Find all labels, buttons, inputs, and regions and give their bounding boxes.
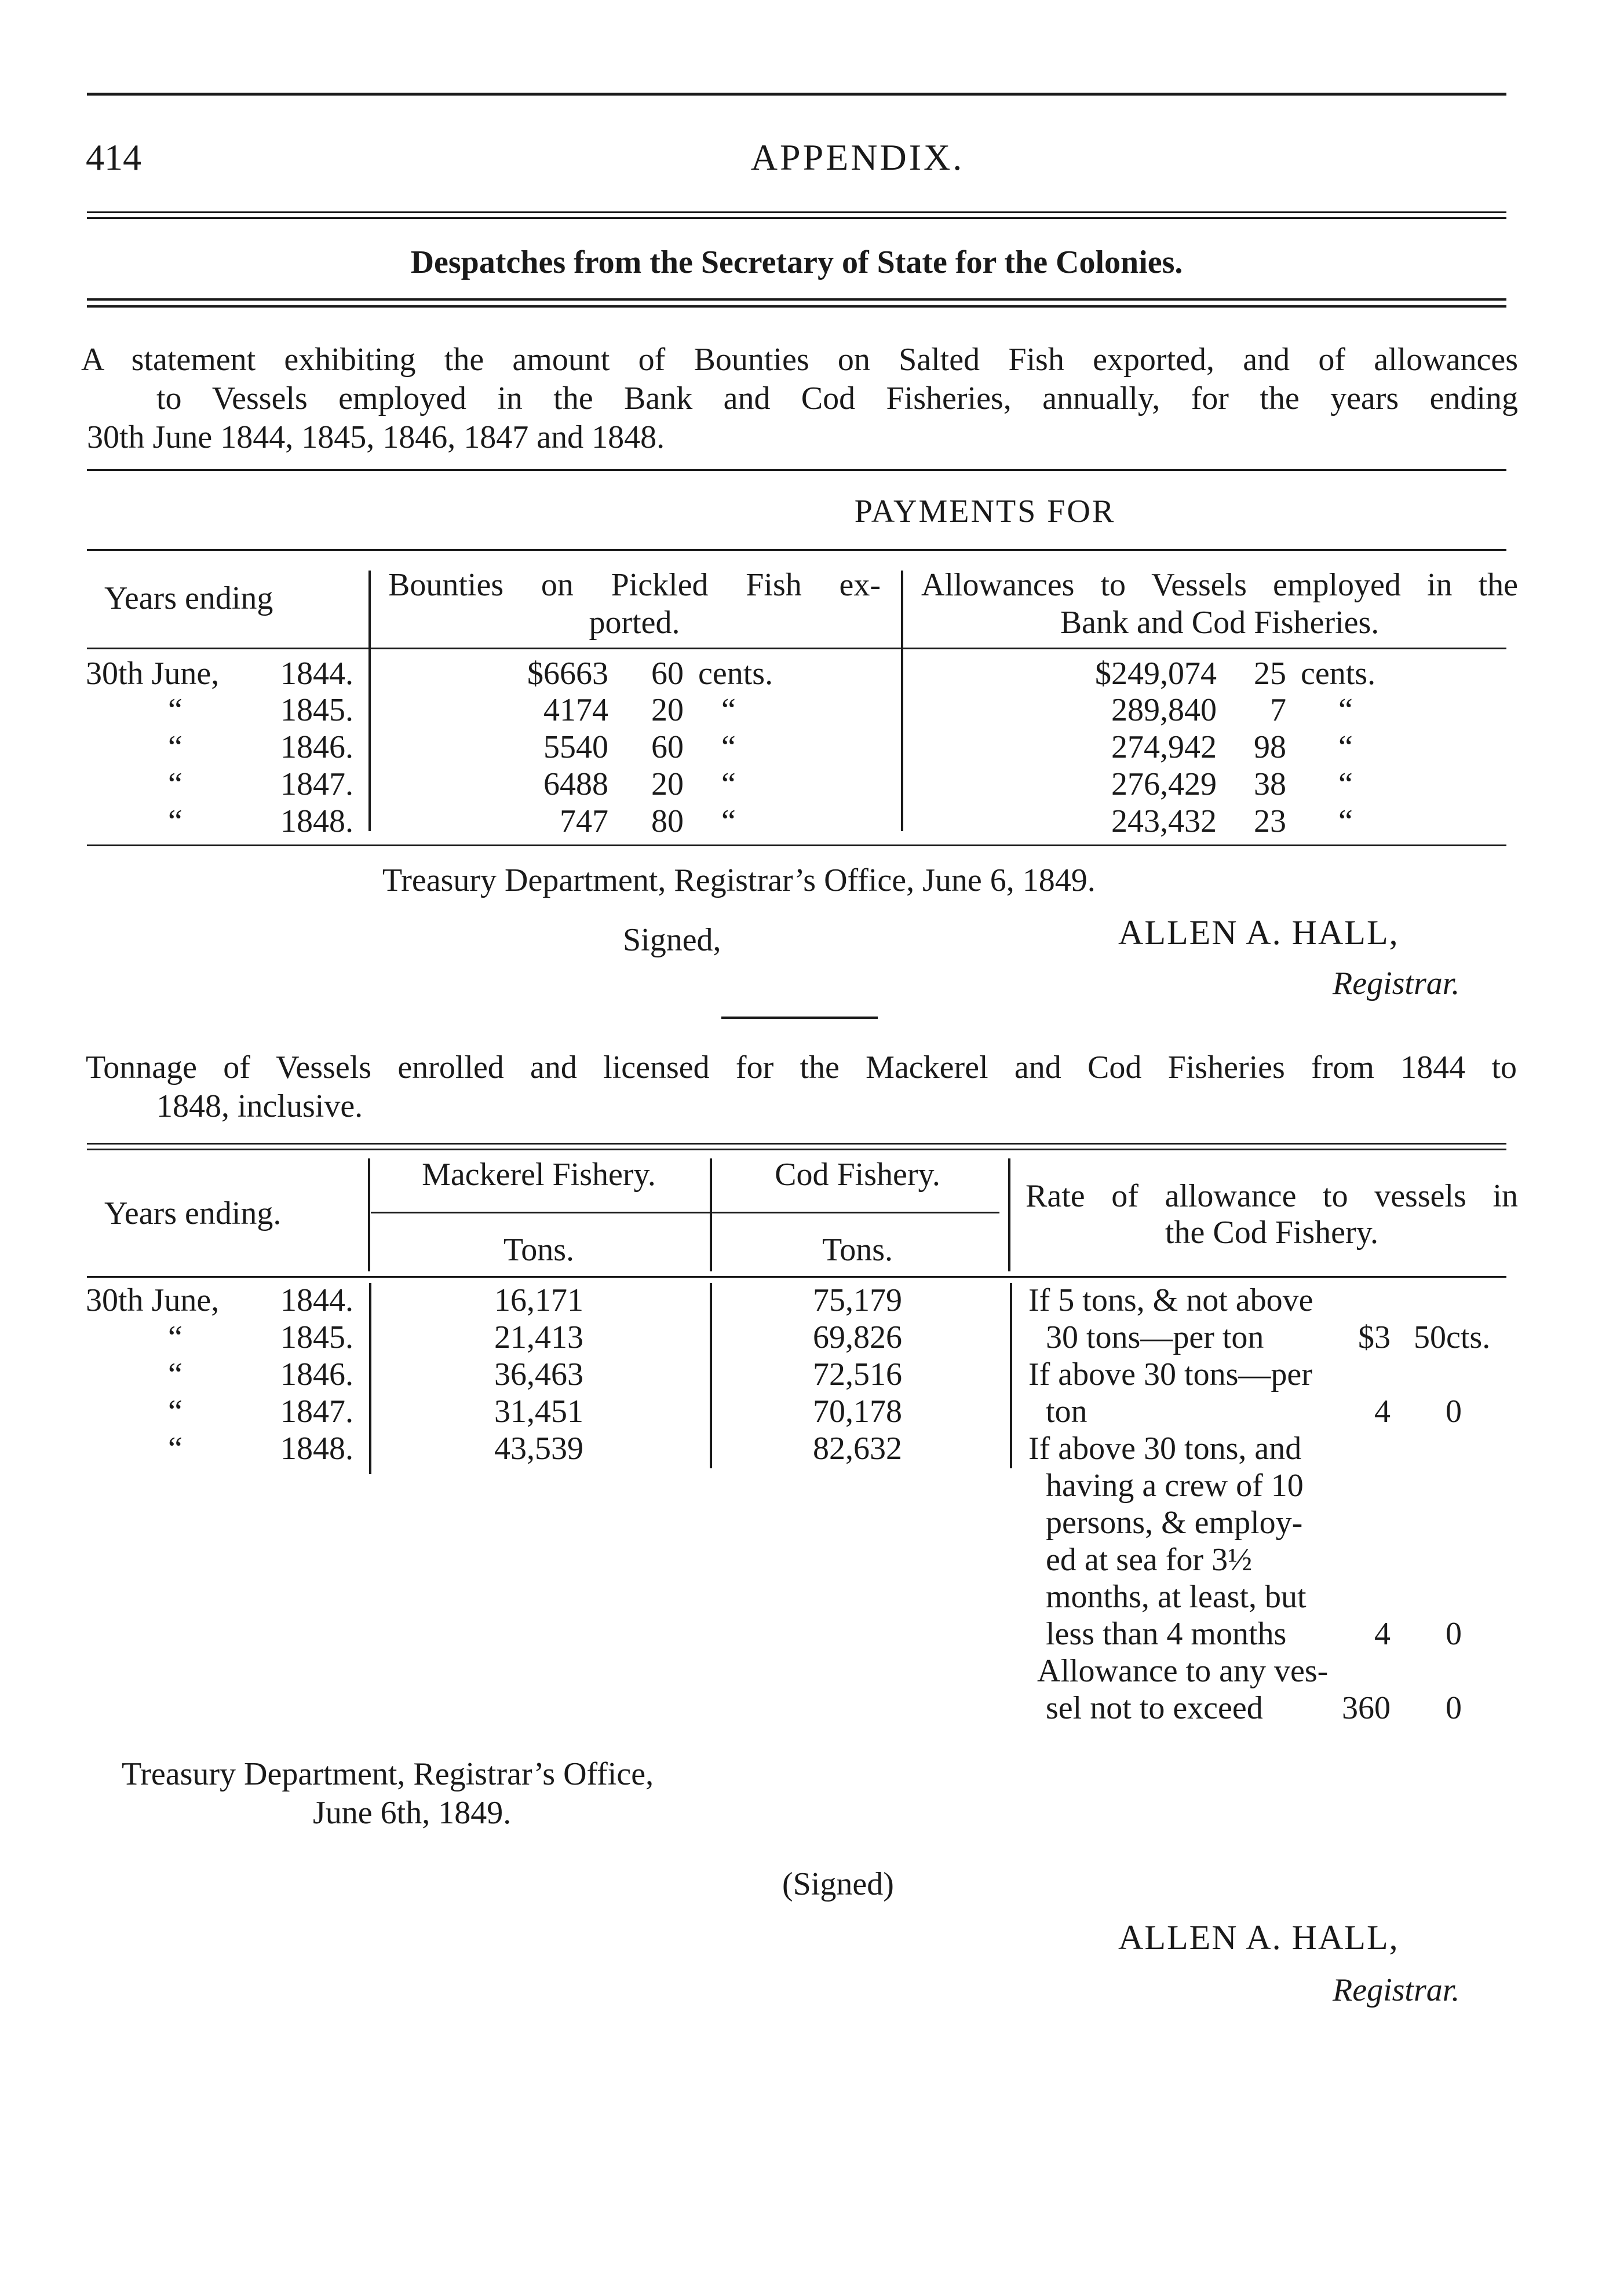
allow-dollars: 276,429 <box>1111 766 1217 802</box>
rate-cents: 0 <box>1446 1394 1462 1429</box>
table1-header-years: Years ending <box>104 580 273 616</box>
table1-col-divider <box>901 571 903 831</box>
rate-line: having a crew of 10 <box>1046 1468 1304 1504</box>
intro-line: 30th June 1844, 1845, 1846, 1847 and 1848. <box>87 419 665 455</box>
mackerel-tons: 16,171 <box>494 1282 583 1318</box>
table1-caption: PAYMENTS FOR <box>854 493 1116 529</box>
table2-top-rule-b <box>87 1149 1506 1150</box>
year: 1848. <box>280 803 353 839</box>
table1-top-rule <box>87 469 1506 471</box>
allow-unit: cents. <box>1301 656 1376 692</box>
rate-line: ed at sea for 3½ <box>1046 1542 1253 1578</box>
bounty-unit: “ <box>721 766 736 802</box>
bounty-unit: “ <box>721 692 736 728</box>
rate-line: persons, & employ- <box>1046 1505 1303 1541</box>
attestation-1: Treasury Department, Registrar’s Office, June 6, 1849. <box>382 862 1096 898</box>
table2-header-rate: Rate of allowance to vessels in <box>1026 1178 1518 1214</box>
rate-dollars: 4 <box>1374 1616 1391 1652</box>
rate-line: ton <box>1046 1394 1088 1429</box>
section-rule-top <box>87 298 1506 301</box>
section-divider <box>721 1017 878 1019</box>
bounty-cents: 80 <box>651 803 684 839</box>
year: 1847. <box>280 1394 353 1429</box>
table2-col-divider <box>710 1283 712 1468</box>
allow-cents: 38 <box>1254 766 1286 802</box>
year: 1844. <box>280 656 353 692</box>
year-prefix: “ <box>168 1431 183 1467</box>
cod-tons: 72,516 <box>813 1357 902 1392</box>
cod-tons: 70,178 <box>813 1394 902 1429</box>
table1-body-rule <box>87 648 1506 649</box>
rate-cents: 0 <box>1446 1616 1462 1652</box>
bounty-dollars: 747 <box>560 803 608 839</box>
allow-dollars: 274,942 <box>1111 729 1217 765</box>
year-prefix: “ <box>168 1357 183 1392</box>
intro-line: 1848, inclusive. <box>156 1088 363 1124</box>
year: 1844. <box>280 1282 353 1318</box>
top-rule <box>87 93 1506 96</box>
attestation-2: Treasury Department, Registrar’s Office, <box>122 1756 654 1792</box>
bounty-cents: 20 <box>651 692 684 728</box>
table1-bottom-rule <box>87 844 1506 846</box>
table2-header-mackerel-unit: Tons. <box>503 1232 575 1268</box>
table1-header-bounties-cont: ported. <box>589 605 680 641</box>
signed-1: Signed, <box>623 922 721 958</box>
section-rule-bottom <box>87 305 1506 308</box>
rate-line: Allowance to any ves- <box>1037 1653 1329 1689</box>
allow-cents: 23 <box>1254 803 1286 839</box>
table2-header-cod: Cod Fishery. <box>775 1157 940 1193</box>
rate-dollars: 360 <box>1342 1690 1391 1726</box>
year: 1845. <box>280 692 353 728</box>
table2-header-mackerel: Mackerel Fishery. <box>422 1157 656 1193</box>
bounty-cents: 60 <box>651 656 684 692</box>
allow-dollars: 289,840 <box>1111 692 1217 728</box>
bounty-unit: cents. <box>698 656 773 692</box>
allow-unit: “ <box>1338 766 1353 802</box>
cod-tons: 69,826 <box>813 1319 902 1355</box>
signatory-title-1: Registrar. <box>1333 966 1460 1001</box>
intro-line: A statement exhibiting the amount of Bounties on Salted Fish exported, and of allowances <box>81 342 1518 378</box>
bounty-cents: 60 <box>651 729 684 765</box>
table2-header-cod-unit: Tons. <box>822 1232 893 1268</box>
year-prefix: “ <box>168 803 183 839</box>
mackerel-tons: 31,451 <box>494 1394 583 1429</box>
running-title: APPENDIX. <box>750 137 965 178</box>
table2-col-divider <box>1010 1283 1012 1468</box>
section-title: Despatches from the Secretary of State for the Colonies. <box>410 244 1183 280</box>
year-prefix: “ <box>168 1394 183 1429</box>
year: 1846. <box>280 729 353 765</box>
allow-cents: 25 <box>1254 656 1286 692</box>
bounty-unit: “ <box>721 729 736 765</box>
allow-dollars: $249,074 <box>1095 656 1217 692</box>
bounty-dollars: 4174 <box>543 692 608 728</box>
signed-2: (Signed) <box>782 1866 894 1902</box>
table2-header-rate-cont: the Cod Fishery. <box>1165 1215 1379 1251</box>
table2-col-divider <box>710 1158 712 1271</box>
signatory-2: ALLEN A. HALL, <box>1118 1918 1399 1957</box>
year-prefix: 30th June, <box>86 1282 220 1318</box>
header-rule-top <box>87 211 1506 213</box>
year-prefix: “ <box>168 766 183 802</box>
intro-line: Tonnage of Vessels enrolled and licensed for the Mackerel and Cod Fisheries from 1844 to <box>86 1050 1517 1085</box>
rate-line: sel not to exceed <box>1046 1690 1263 1726</box>
rate-line: If above 30 tons, and <box>1028 1431 1302 1467</box>
year: 1845. <box>280 1319 353 1355</box>
table2-col-divider <box>1008 1158 1010 1271</box>
table1-header-allowances-cont: Bank and Cod Fisheries. <box>1060 605 1380 641</box>
allow-cents: 7 <box>1270 692 1286 728</box>
year-prefix: “ <box>168 729 183 765</box>
bounty-cents: 20 <box>651 766 684 802</box>
table2-top-rule-a <box>87 1143 1506 1145</box>
rate-cents: 50cts. <box>1414 1319 1491 1355</box>
allow-unit: “ <box>1338 729 1353 765</box>
rate-cents: 0 <box>1446 1690 1462 1726</box>
allow-unit: “ <box>1338 803 1353 839</box>
rate-dollars: $3 <box>1358 1319 1391 1355</box>
rate-line: 30 tons—per ton <box>1046 1319 1264 1355</box>
rate-line: If 5 tons, & not above <box>1028 1282 1313 1318</box>
bounty-dollars: 6488 <box>543 766 608 802</box>
signatory-title-2: Registrar. <box>1333 1972 1460 2008</box>
table1-col-divider <box>368 571 371 831</box>
table2-header-years: Years ending. <box>104 1195 282 1231</box>
table2-subheader-rule <box>371 1212 999 1213</box>
bounty-unit: “ <box>721 803 736 839</box>
table2-body-rule <box>87 1276 1506 1278</box>
allow-unit: “ <box>1338 692 1353 728</box>
bounty-dollars: 5540 <box>543 729 608 765</box>
table1-header-bounties: Bounties on Pickled Fish ex- <box>388 567 881 603</box>
rate-line: less than 4 months <box>1046 1616 1287 1652</box>
bounty-dollars: $6663 <box>527 656 608 692</box>
attestation-2-date: June 6th, 1849. <box>313 1795 512 1831</box>
intro-line: to Vessels employed in the Bank and Cod Fisheries, annually, for the years ending <box>156 381 1518 416</box>
rate-line: months, at least, but <box>1046 1579 1307 1615</box>
year-prefix: “ <box>168 692 183 728</box>
mackerel-tons: 21,413 <box>494 1319 583 1355</box>
header-rule-bottom <box>87 217 1506 219</box>
mackerel-tons: 36,463 <box>494 1357 583 1392</box>
signatory-1: ALLEN A. HALL, <box>1118 913 1399 952</box>
rate-dollars: 4 <box>1374 1394 1391 1429</box>
year: 1846. <box>280 1357 353 1392</box>
table1-header-rule <box>87 549 1506 551</box>
page-number: 414 <box>86 137 141 178</box>
year: 1848. <box>280 1431 353 1467</box>
year: 1847. <box>280 766 353 802</box>
mackerel-tons: 43,539 <box>494 1431 583 1467</box>
year-prefix: 30th June, <box>86 656 220 692</box>
allow-dollars: 243,432 <box>1111 803 1217 839</box>
table2-col-divider <box>368 1158 370 1271</box>
year-prefix: “ <box>168 1319 183 1355</box>
cod-tons: 82,632 <box>813 1431 902 1467</box>
cod-tons: 75,179 <box>813 1282 902 1318</box>
rate-line: If above 30 tons—per <box>1028 1357 1312 1392</box>
table1-header-allowances: Allowances to Vessels employed in the <box>921 567 1518 603</box>
allow-cents: 98 <box>1254 729 1286 765</box>
